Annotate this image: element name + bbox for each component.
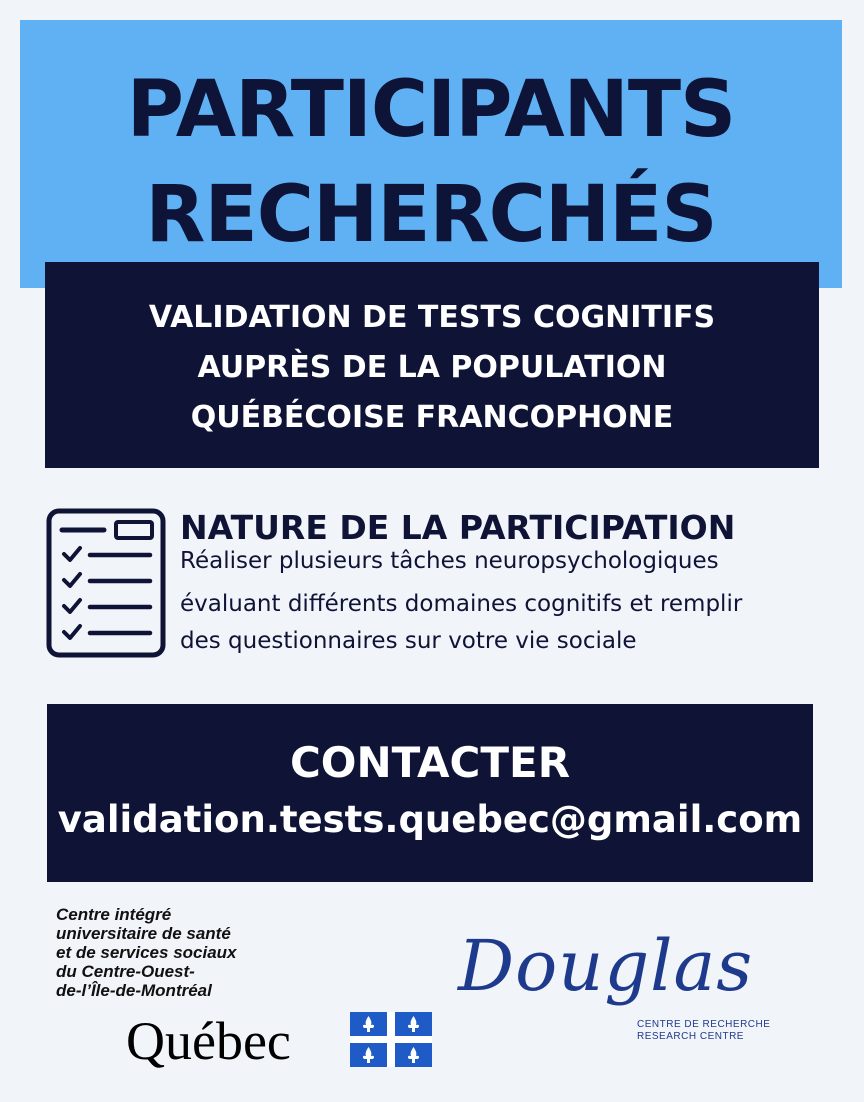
contact-email[interactable]: validation.tests.quebec@gmail.com [57,798,803,841]
douglas-logo: Douglas [458,925,754,1007]
contact-title: CONTACTER [289,738,571,787]
ciusss-logo-text [56,905,336,1000]
checklist-icon [46,508,166,658]
nature-title: NATURE DE LA PARTICIPATION [180,508,736,547]
ciusss-line-3: et de services sociaux [56,943,237,962]
quebec-flag-icon [350,1012,432,1067]
contact-banner [47,704,813,882]
title-line-2: RECHERCHÉS [145,170,717,260]
subtitle-banner [45,262,819,468]
quebec-wordmark: Québec [126,1011,291,1071]
nature-line-2: évaluant différents domaines cognitifs et remplir [180,591,743,617]
subtitle-line-2: AUPRÈS DE LA POPULATION [197,350,667,385]
nature-line-3: des questionnaires sur votre vie sociale [180,628,637,654]
ciusss-line-1: Centre intégré [56,905,172,924]
douglas-subtitle-1: CENTRE DE RECHERCHE [637,1019,771,1030]
douglas-subtitle-2: RESEARCH CENTRE [637,1031,744,1042]
ciusss-line-2: universitaire de santé [56,924,231,943]
ciusss-line-4: du Centre-Ouest- [56,962,195,981]
subtitle-line-3: QUÉBÉCOISE FRANCOPHONE [190,400,674,435]
nature-line-1: Réaliser plusieurs tâches neuropsychologiques [180,548,719,574]
title-banner [20,20,842,288]
ciusss-line-5: de-l’Île-de-Montréal [56,981,212,1000]
title-line-1: PARTICIPANTS [126,65,736,155]
subtitle-line-1: VALIDATION DE TESTS COGNITIFS [148,300,716,335]
